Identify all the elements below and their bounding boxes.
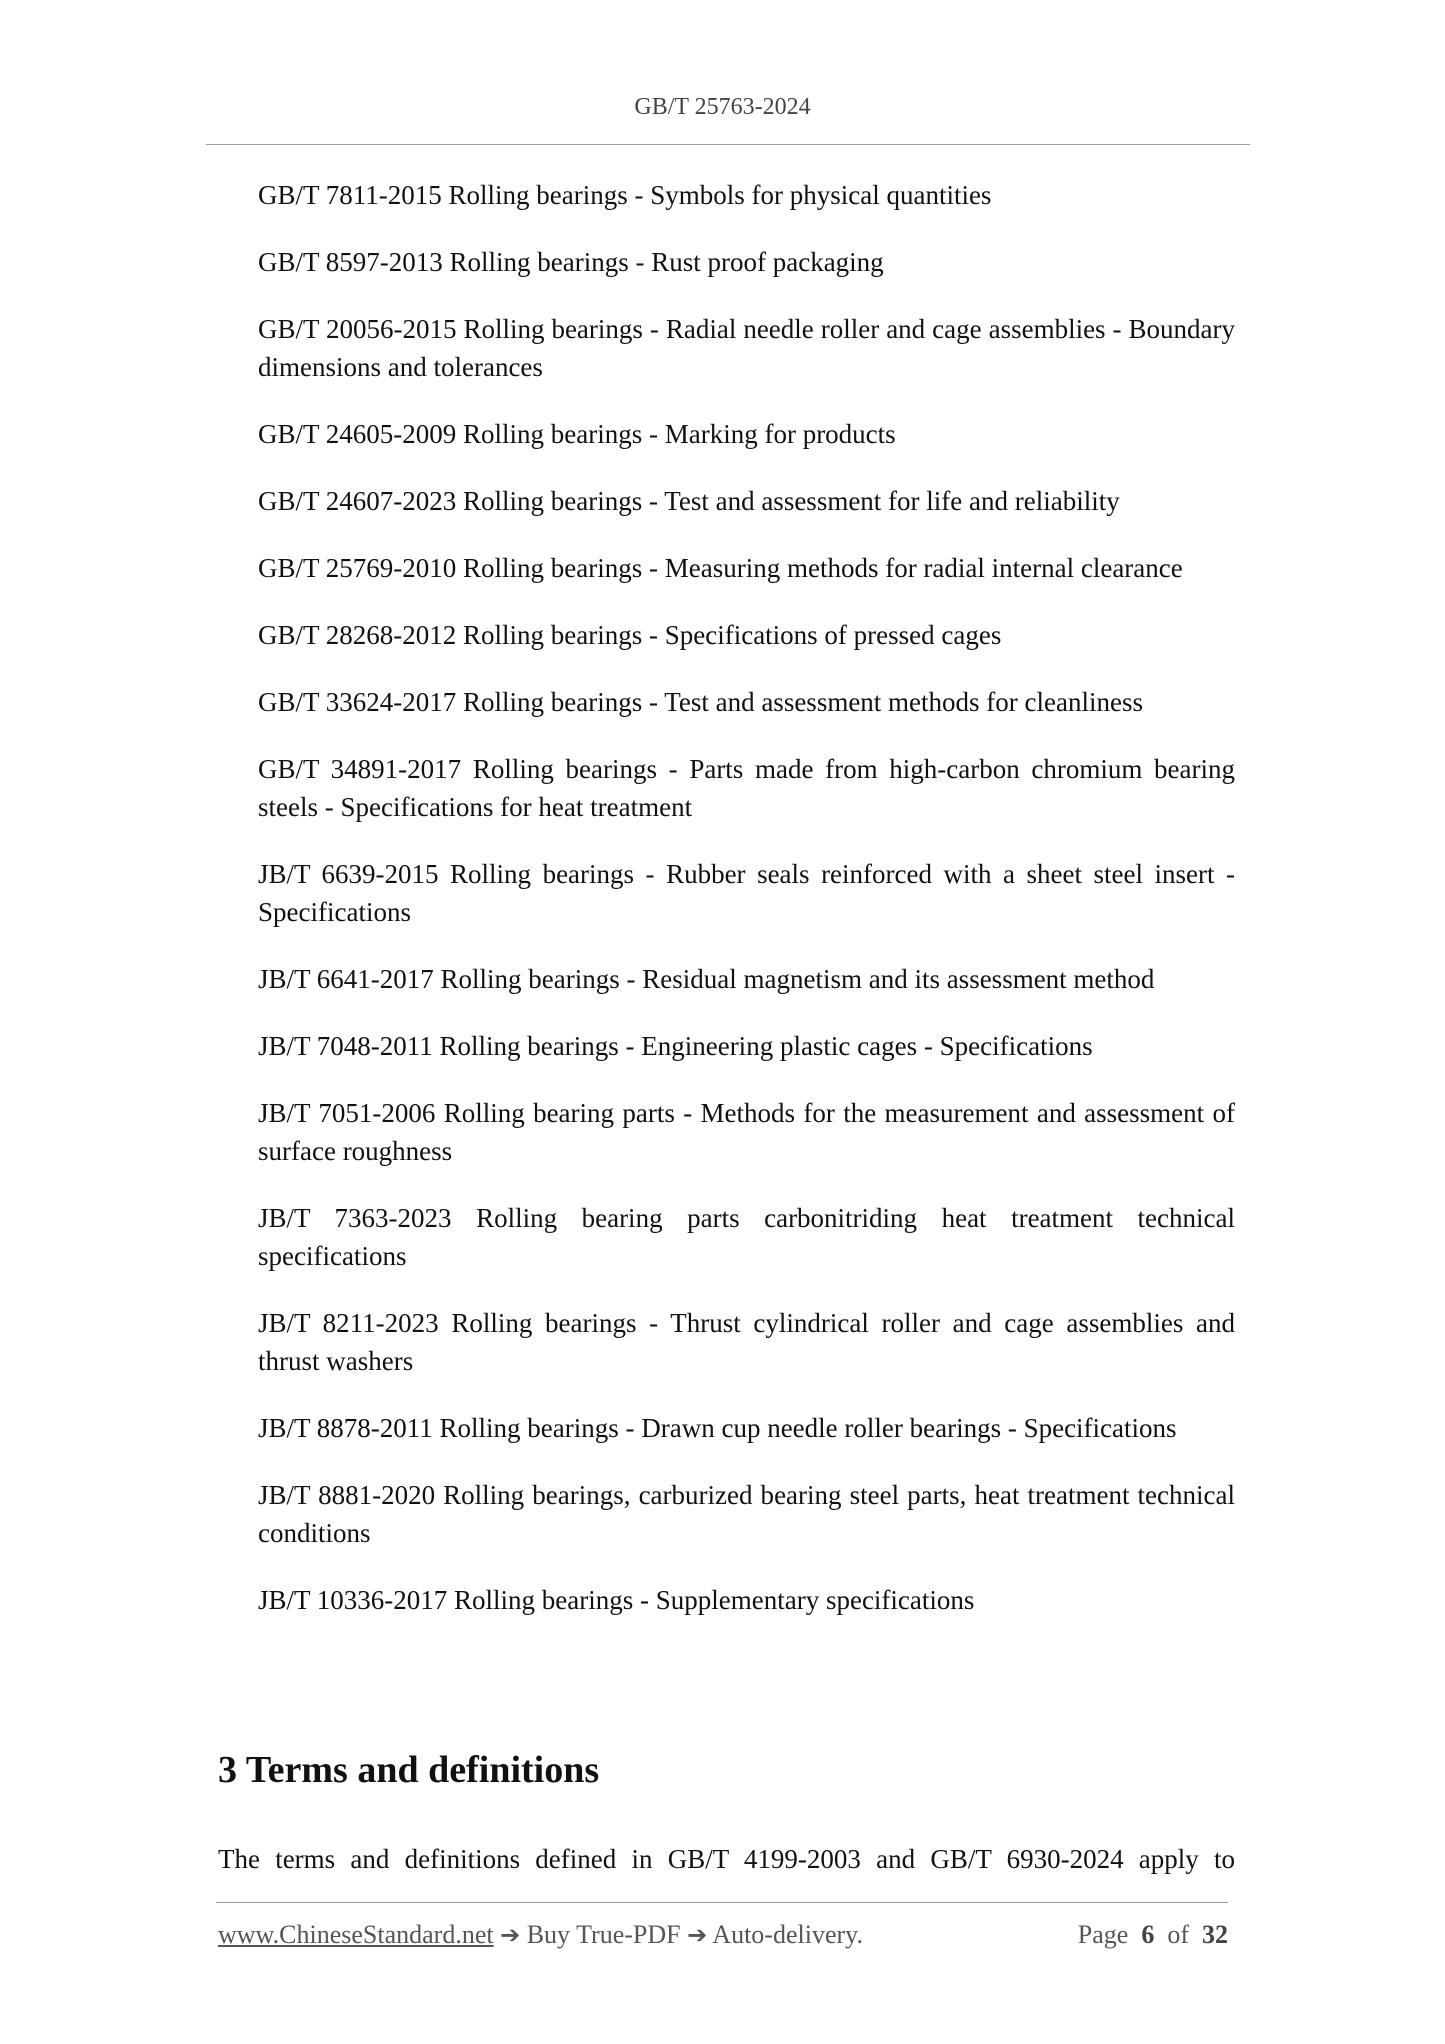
reference-item: JB/T 8878-2011 Rolling bearings - Drawn cup needle roller bearings - Specifications — [258, 1413, 1177, 1443]
reference-item: JB/T 7051-2006 Rolling bearing parts - Methods for the measurement and assessment of surface roughness — [258, 1098, 1235, 1166]
normative-references-list — [258, 176, 1235, 1648]
reference-item: JB/T 6639-2015 Rolling bearings - Rubber seals reinforced with a sheet steel insert - Specifications — [258, 859, 1235, 927]
buy-pdf-text: Buy True-PDF — [526, 1920, 681, 1949]
right-arrow-icon: ➔ — [687, 1921, 708, 1949]
reference-item: JB/T 7363-2023 Rolling bearing parts carbonitriding heat treatment technical specifications — [258, 1203, 1235, 1271]
reference-item: JB/T 8881-2020 Rolling bearings, carburized bearing steel parts, heat treatment technical conditions — [258, 1480, 1235, 1548]
reference-item: GB/T 7811-2015 Rolling bearings - Symbols for physical quantities — [258, 180, 992, 210]
page-of-label: of — [1167, 1920, 1189, 1949]
reference-item: JB/T 10336-2017 Rolling bearings - Supplementary specifications — [258, 1585, 975, 1615]
reference-item: GB/T 28268-2012 Rolling bearings - Specifications of pressed cages — [258, 620, 1002, 650]
page-indicator — [1078, 1920, 1228, 1950]
reference-item: GB/T 24607-2023 Rolling bearings - Test and assessment for life and reliability — [258, 486, 1120, 516]
current-page-number: 6 — [1141, 1920, 1155, 1949]
right-arrow-icon: ➔ — [500, 1921, 521, 1949]
document-header-title: GB/T 25763-2024 — [634, 94, 811, 120]
reference-item: GB/T 25769-2010 Rolling bearings - Measuring methods for radial internal clearance — [258, 553, 1183, 583]
website-link[interactable]: www.ChineseStandard.net — [218, 1920, 494, 1949]
reference-item: JB/T 6641-2017 Rolling bearings - Residual magnetism and its assessment method — [258, 964, 1155, 994]
footer-promo — [218, 1920, 863, 1950]
reference-item: GB/T 20056-2015 Rolling bearings - Radial needle roller and cage assemblies - Boundary dimensions and tolerances — [258, 314, 1235, 382]
reference-item: GB/T 24605-2009 Rolling bearings - Marking for products — [258, 419, 896, 449]
reference-item: GB/T 8597-2013 Rolling bearings - Rust proof packaging — [258, 247, 884, 277]
header-divider — [206, 144, 1250, 145]
section-paragraph: The terms and definitions defined in GB/T 4199-2003 and GB/T 6930-2024 apply to — [218, 1844, 1235, 1874]
page-label: Page — [1077, 1920, 1129, 1949]
reference-item: JB/T 8211-2023 Rolling bearings - Thrust cylindrical roller and cage assemblies and thrust washers — [258, 1308, 1235, 1376]
reference-item: JB/T 7048-2011 Rolling bearings - Engineering plastic cages - Specifications — [258, 1031, 1093, 1061]
section-heading: 3 Terms and definitions — [218, 1749, 600, 1791]
reference-item: GB/T 34891-2017 Rolling bearings - Parts made from high-carbon chromium bearing steels - Specifications for heat treatment — [258, 754, 1235, 822]
auto-delivery-text: Auto-delivery. — [712, 1920, 863, 1949]
footer-divider — [216, 1902, 1228, 1903]
reference-item: GB/T 33624-2017 Rolling bearings - Test and assessment methods for cleanliness — [258, 687, 1143, 717]
total-pages-number: 32 — [1202, 1920, 1228, 1949]
